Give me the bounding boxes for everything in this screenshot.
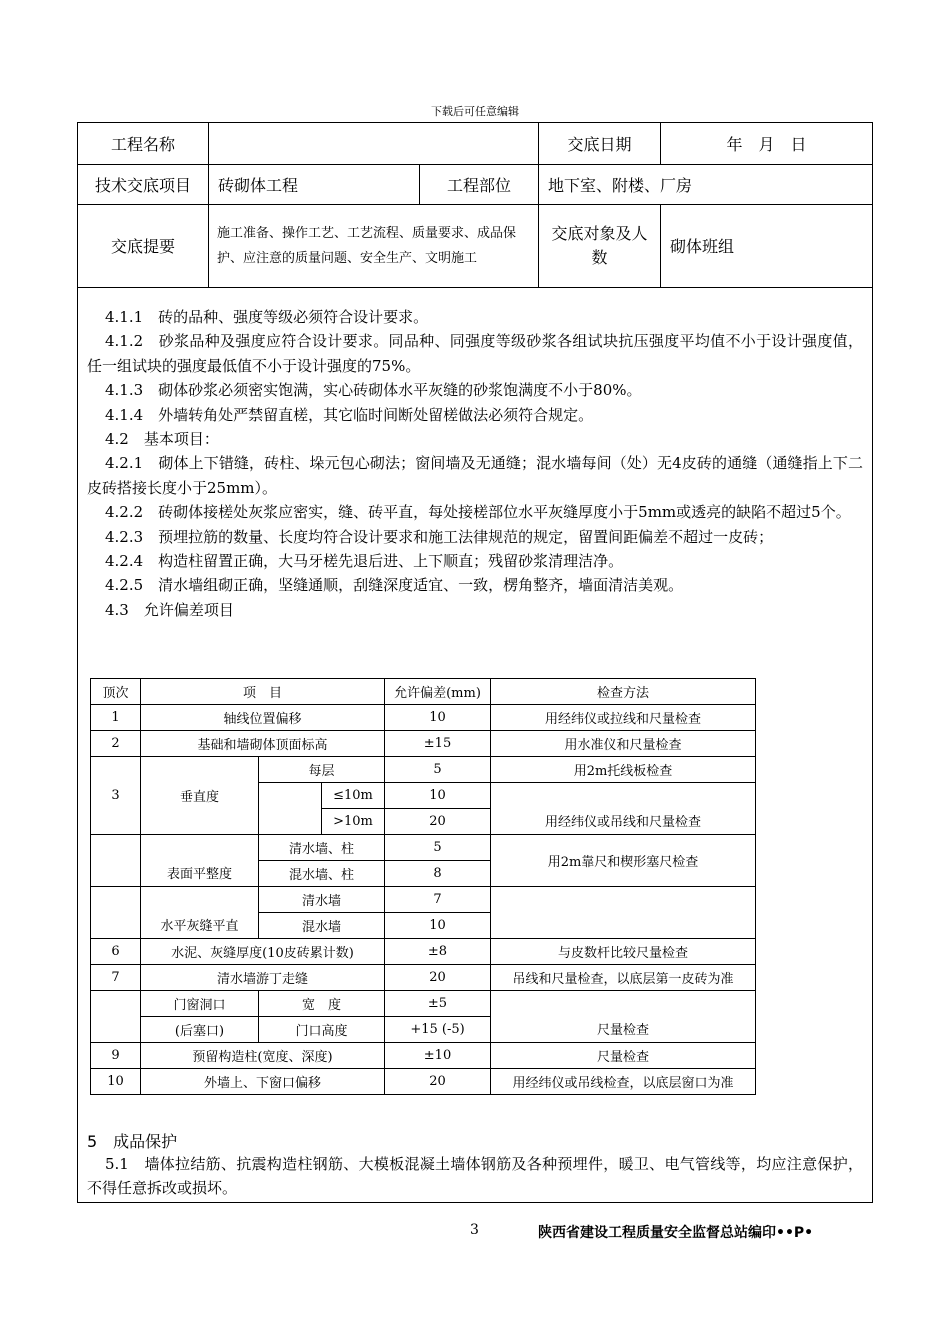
blank-cell (259, 783, 322, 835)
paragraph: 4.2 基本项目： (105, 430, 219, 449)
download-caption: 下载后可任意编辑 (431, 105, 519, 118)
row-number: 3 (91, 757, 141, 835)
item-label: 技术交底项目 (78, 164, 209, 204)
table-row (91, 1043, 756, 1069)
row-subitem: 每层 (259, 757, 385, 783)
row-deviation: 20 (385, 809, 491, 835)
row-subitem: ≤10m (322, 783, 385, 809)
row-number: 1 (91, 705, 141, 731)
table-row (91, 757, 756, 783)
target-value: 砌体班组 (670, 237, 735, 256)
row-deviation: 10 (385, 705, 491, 731)
date-value: 年 月 日 (726, 135, 807, 154)
paragraph: 4.1.2 砂浆品种及强度应符合设计要求。同品种、同强度等级砂浆各组试块抗压强度平均值不小于设计强度值，任一组试块的强度最低值不小于设计强度的75%。 (87, 332, 863, 375)
row-number: 9 (91, 1043, 141, 1069)
row-subitem: >10m (322, 809, 385, 835)
row-item: 垂直度 (141, 757, 259, 835)
table-row (91, 887, 756, 913)
row-deviation: 10 (385, 783, 491, 809)
row-item: (后塞口) (141, 1017, 259, 1043)
row-method: 用2m靠尺和楔形塞尺检查 (491, 835, 756, 887)
col-header: 项 目 (141, 679, 385, 705)
row-deviation: 10 (385, 913, 491, 939)
row-item: 水平灰缝平直 (141, 887, 259, 939)
paragraph: 4.2.2 砖砌体接槎处灰浆应密实，缝、砖平直，每处接槎部位水平灰缝厚度小于5mm或透亮的缺陷不超过5个。 (105, 503, 851, 522)
row-method (491, 887, 756, 939)
col-header: 检查方法 (491, 679, 756, 705)
row-deviation: 20 (385, 965, 491, 991)
requirements-text (87, 305, 863, 622)
row-deviation: +15 (-5) (385, 1017, 491, 1043)
paragraph: 4.2.4 构造柱留置正确，大马牙槎先退后进、上下顺直；残留砂浆清理洁净。 (105, 552, 624, 571)
col-header: 顶次 (91, 679, 141, 705)
section-5-1-text: 5.1 墙体拉结筋、抗震构造柱钢筋、大模板混凝土墙体钢筋及各种预埋件，暖卫、电气管线等，均应注意保护，不得任意拆改或损坏。 (87, 1155, 863, 1198)
row-deviation: ±15 (385, 731, 491, 757)
paragraph: 4.1.1 砖的品种、强度等级必须符合设计要求。 (105, 308, 429, 326)
disclosure-form (77, 122, 873, 1203)
row-item: 门窗洞口 (141, 991, 259, 1017)
summary-label: 交底提要 (78, 204, 209, 287)
row-number (91, 887, 141, 939)
page-number: 3 (470, 1222, 479, 1238)
row-number (91, 835, 141, 887)
paragraph: 4.3 允许偏差项目 (105, 600, 234, 619)
row-subitem: 清水墙、柱 (259, 835, 385, 861)
row-deviation: 5 (385, 757, 491, 783)
row-item: 水泥、灰缝厚度(10皮砖累计数) (141, 939, 385, 965)
table-row (91, 731, 756, 757)
row-subitem: 门口高度 (259, 1017, 385, 1043)
row-item: 清水墙游丁走缝 (141, 965, 385, 991)
paragraph: 4.1.3 砌体砂浆必须密实饱满，实心砖砌体水平灰缝的砂浆饱满度不小于80%。 (105, 381, 642, 400)
row-method: 用水准仪和尺量检查 (491, 731, 756, 757)
row-subitem: 宽 度 (259, 991, 385, 1017)
part-label: 工程部位 (420, 164, 539, 204)
row-deviation: ±5 (385, 991, 491, 1017)
row-number: 2 (91, 731, 141, 757)
table-row (91, 1069, 756, 1095)
row-number: 6 (91, 939, 141, 965)
row-method: 用经纬仪或拉线和尺量检查 (491, 705, 756, 731)
header-row-summary (78, 204, 872, 288)
tolerance-table (90, 678, 756, 1095)
row-item: 轴线位置偏移 (141, 705, 385, 731)
row-deviation: 8 (385, 861, 491, 887)
row-item: 预留构造柱(宽度、深度) (141, 1043, 385, 1069)
target-label: 交底对象及人数 (539, 204, 661, 287)
row-method: 用经纬仪或吊线和尺量检查 (491, 783, 756, 835)
summary-value: 施工准备、操作工艺、工艺流程、质量要求、成品保护、应注意的质量问题、安全生产、文明施工 (209, 204, 539, 287)
row-subitem: 清水墙 (259, 887, 385, 913)
row-number: 10 (91, 1069, 141, 1095)
row-subitem: 混水墙、柱 (259, 861, 385, 887)
header-row-name (78, 123, 872, 165)
row-method: 吊线和尺量检查，以底层第一皮砖为准 (491, 965, 756, 991)
row-deviation: 7 (385, 887, 491, 913)
row-method: 用经纬仪或吊线检查，以底层窗口为准 (491, 1069, 756, 1095)
row-item: 外墙上、下窗口偏移 (141, 1069, 385, 1095)
project-name-value (209, 123, 539, 164)
row-subitem: 混水墙 (259, 913, 385, 939)
paragraph: 4.2.5 清水墙组砌正确，坚缝通顺，刮缝深度适宜、一致，楞角整齐，墙面清洁美观。 (105, 576, 684, 595)
table-row (91, 705, 756, 731)
header-row-item (78, 164, 872, 205)
row-deviation: 20 (385, 1069, 491, 1095)
row-item: 基础和墙砌体顶面标高 (141, 731, 385, 757)
row-method: 与皮数杆比较尺量检查 (491, 939, 756, 965)
table-row (91, 939, 756, 965)
row-deviation: ±8 (385, 939, 491, 965)
row-number: 7 (91, 965, 141, 991)
publisher-footer: 陕西省建设工程质量安全监督总站编印••P• (538, 1225, 814, 1241)
row-item: 表面平整度 (141, 835, 259, 887)
section-5-title: 5 成品保护 (87, 1132, 178, 1151)
paragraph: 4.2.3 预埋拉筋的数量、长度均符合设计要求和施工法律规范的规定，留置间距偏差不超过一皮砖； (105, 527, 774, 546)
col-header: 允许偏差(mm) (385, 679, 491, 705)
row-method: 尺量检查 (491, 991, 756, 1043)
date-label: 交底日期 (539, 123, 661, 164)
project-name-label: 工程名称 (78, 123, 209, 164)
row-number (91, 991, 141, 1043)
table-row (91, 965, 756, 991)
table-row (91, 835, 756, 861)
table-header-row (91, 679, 756, 705)
row-method: 用2m托线板检查 (491, 757, 756, 783)
paragraph: 4.1.4 外墙转角处严禁留直槎，其它临时间断处留槎做法必须符合规定。 (105, 405, 594, 424)
table-row (91, 991, 756, 1017)
row-deviation: ±10 (385, 1043, 491, 1069)
item-value: 砖砌体工程 (209, 164, 420, 204)
paragraph: 4.2.1 砌体上下错缝，砖柱、垛元包心砌法；窗间墙及无通缝；混水墙每间（处）无4皮砖的通缝（通缝指上下二皮砖搭接长度小于25mm）。 (87, 454, 863, 497)
row-method: 尺量检查 (491, 1043, 756, 1069)
row-deviation: 5 (385, 835, 491, 861)
part-value: 地下室、附楼、厂房 (548, 175, 693, 195)
